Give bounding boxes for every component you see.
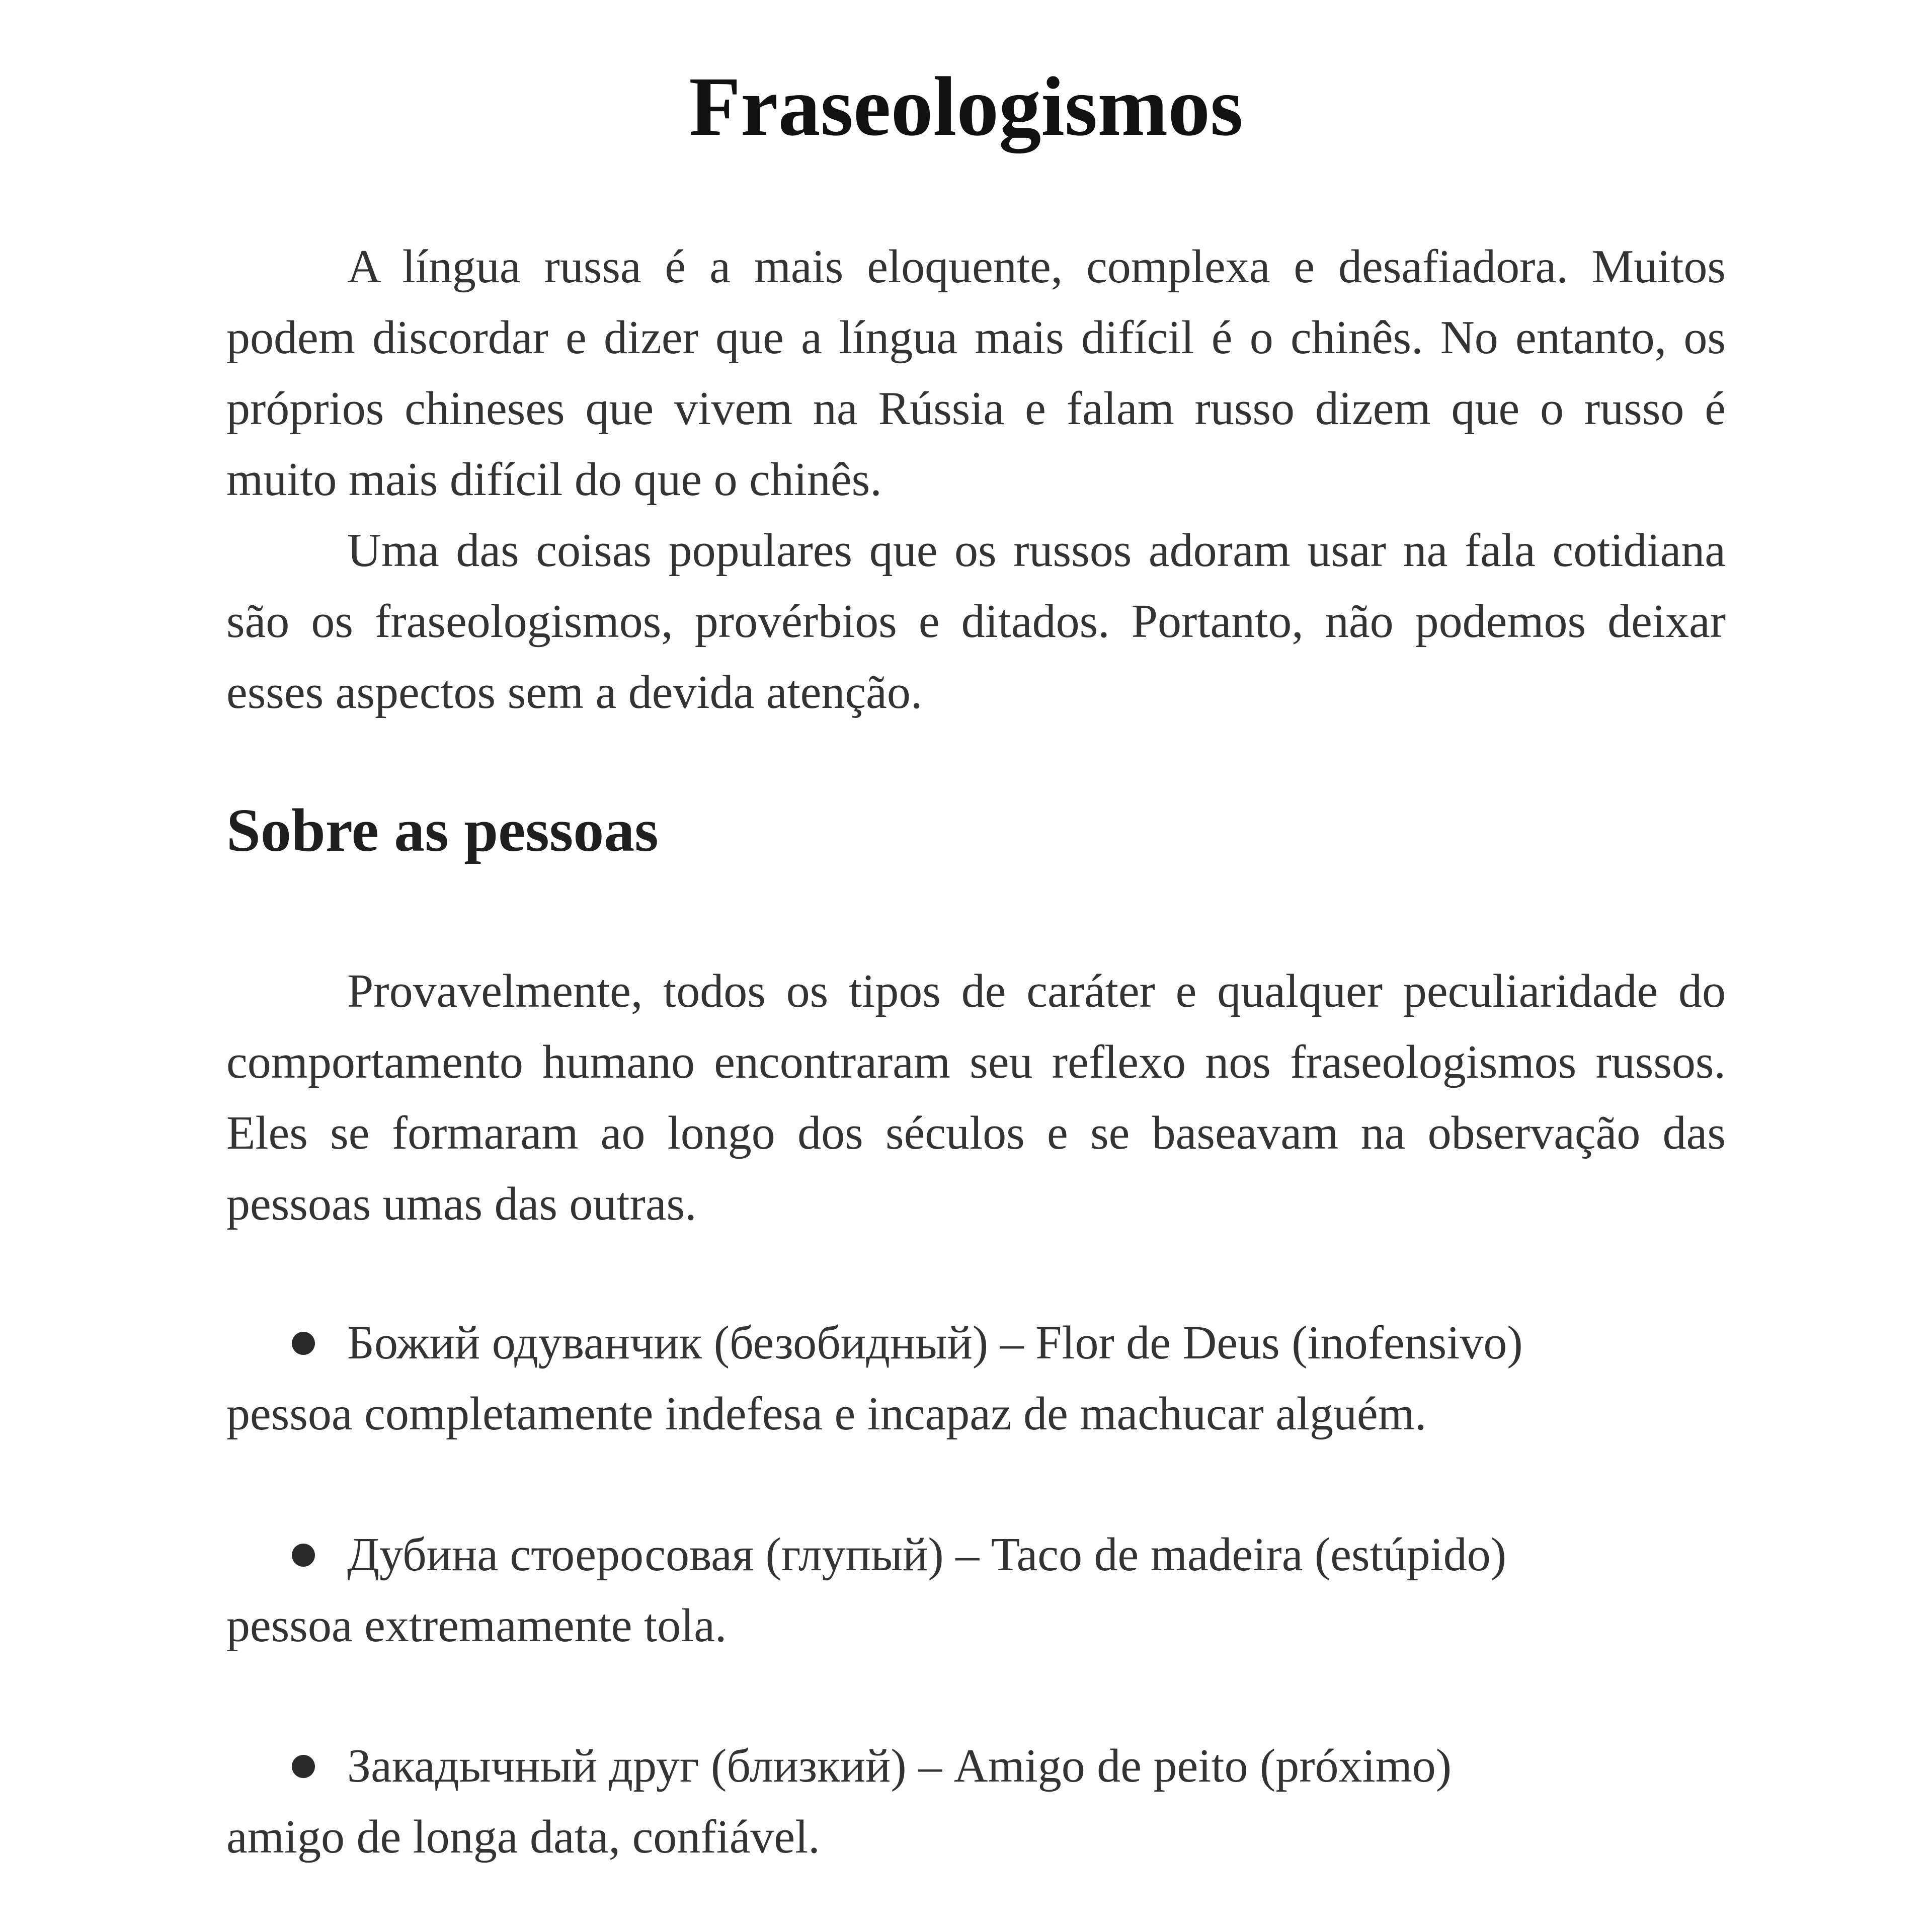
list-item-meaning: amigo de longa data, confiável. (226, 1811, 820, 1863)
list-item-phrase-line (226, 1731, 1736, 1802)
list-item-meaning: pessoa completamente indefesa e incapaz de machucar alguém. (226, 1388, 1427, 1440)
section-title: Sobre as pessoas (226, 796, 659, 864)
intro-paragraph: A língua russa é a mais eloquente, complexa e desafiadora. Muitos podem discordar e dizer que a língua mais difícil é o chinês. No entanto, os próprios chineses que vivem na Rússia e falam russo dizem que o russo é muito mais difícil do que o chinês. (226, 240, 1726, 506)
list-item (226, 1308, 1736, 1450)
bullet-icon (292, 1755, 315, 1778)
bullet-icon (292, 1332, 315, 1355)
list-item-phrase: Божий одуванчик (безобидный) – Flor de Deus (inofensivo) (347, 1317, 1523, 1369)
list-item-phrase-line (226, 1308, 1736, 1379)
list-item-phrase: Дубина стоеросовая (глупый) – Taco de madeira (estúpido) (347, 1528, 1507, 1581)
list-item-meaning: pessoa extremamente tola. (226, 1599, 727, 1652)
section-paragraph: Provavelmente, todos os tipos de caráter e qualquer peculiaridade do comportamento humano encontraram seu reflexo nos fraseologismos russos. Eles se formaram ao longo dos séculos e se baseavam na observação das pessoas umas das outras. (226, 965, 1726, 1230)
list-item-phrase-line (226, 1519, 1736, 1590)
list-item (226, 1519, 1736, 1661)
intro-paragraph: Uma das coisas populares que os russos adoram usar na fala cotidiana são os fraseologismos, provérbios e ditados. Portanto, não podemos deixar esses aspectos sem a devida atenção. (226, 524, 1726, 718)
list-item-phrase: Закадычный друг (близкий) – Amigo de peito (próximo) (347, 1740, 1452, 1792)
bullet-icon (292, 1544, 315, 1567)
list-item (226, 1731, 1736, 1873)
page-title: Fraseologismos (689, 60, 1243, 153)
